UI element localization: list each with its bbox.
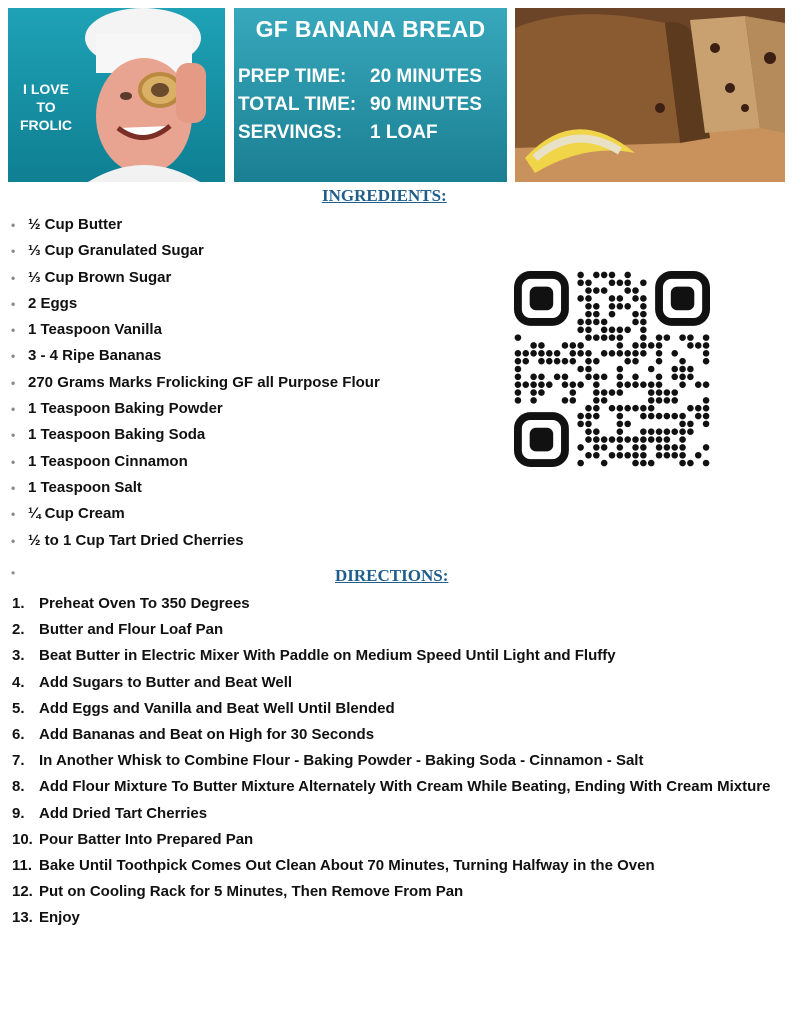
- directions-heading-colon: :: [442, 566, 449, 585]
- direction-step: [0, 879, 790, 905]
- total-time-row: [238, 94, 482, 116]
- directions-heading-text: DIRECTIONS: [335, 566, 443, 585]
- direction-step: [0, 617, 790, 643]
- ingredient-item: • 1 Teaspoon Cinnamon: [0, 449, 380, 475]
- prep-time-row: [238, 66, 482, 88]
- directions-heading: [335, 566, 448, 586]
- step-text: Preheat Oven To 350 Degrees: [39, 595, 250, 612]
- step-text: Enjoy: [39, 909, 80, 927]
- ingredient-item: • 1 Teaspoon Salt: [0, 475, 380, 501]
- step-text: In Another Whisk to Combine Flour - Baking Powder - Baking Soda - Cinnamon - Salt: [39, 752, 644, 770]
- step-text: Add Dried Tart Cherries: [39, 804, 208, 822]
- recipe-title-panel: [234, 8, 507, 182]
- step-number: 3.: [12, 647, 25, 665]
- prep-time-value: 20 MINUTES: [370, 66, 482, 87]
- ingredient-item: • 1 Teaspoon Baking Soda: [0, 422, 380, 448]
- recipe-title: GF BANANA BREAD: [255, 16, 486, 42]
- bullet-icon: •: [11, 566, 16, 580]
- ingredient-item: • ⅓ Cup Granulated Sugar: [0, 238, 380, 264]
- direction-step: [0, 853, 790, 879]
- servings-label: SERVINGS:: [238, 122, 343, 143]
- step-text: Put on Cooling Rack for 5 Minutes, Then Remove From Pan: [39, 883, 464, 901]
- directions-list: [0, 591, 790, 932]
- step-number: 12.: [12, 883, 33, 901]
- total-time-value: 90 MINUTES: [370, 94, 482, 115]
- servings-row: [238, 122, 438, 144]
- prep-time-label: PREP TIME:: [238, 66, 347, 87]
- step-number: 11.: [12, 857, 33, 875]
- step-text: Add Bananas and Beat on High for 30 Seconds: [39, 726, 375, 744]
- step-number: 6.: [12, 726, 25, 744]
- step-text: Add Flour Mixture To Butter Mixture Alternately With Cream While Beating, Ending With Cream Mixture: [39, 778, 771, 796]
- badge-line: FROLIC: [19, 117, 73, 133]
- ingredients-heading: [322, 186, 447, 206]
- direction-step: [0, 774, 790, 800]
- direction-step: [0, 696, 790, 722]
- servings-value: 1 LOAF: [370, 122, 438, 143]
- qr-code[interactable]: [514, 271, 710, 467]
- ingredient-item: • 1 Teaspoon Vanilla: [0, 317, 380, 343]
- ingredient-item: • ⅓ Cup Brown Sugar: [0, 265, 380, 291]
- step-text: Butter and Flour Loaf Pan: [39, 621, 224, 639]
- direction-step: [0, 591, 790, 617]
- step-number: 13.: [12, 909, 33, 927]
- step-number: 4.: [12, 673, 25, 691]
- ingredient-item: • ½ to 1 Cup Tart Dried Cherries: [0, 528, 380, 554]
- ingredient-item: • 270 Grams Marks Frolicking GF all Purpose Flour: [0, 370, 380, 396]
- direction-step: [0, 722, 790, 748]
- i-love-to-frolic-badge: [12, 80, 80, 134]
- ingredient-item: • ½ Cup Butter: [0, 212, 380, 238]
- step-text: Beat Butter in Electric Mixer With Paddle on Medium Speed Until Light and Fluffy: [39, 647, 616, 665]
- direction-step: [0, 670, 790, 696]
- banana-bread-image: [515, 8, 785, 182]
- ingredients-heading-text: INGREDIENTS: [322, 186, 442, 205]
- step-number: 7.: [12, 752, 25, 770]
- recipe-header: [8, 8, 785, 182]
- step-number: 9.: [12, 804, 25, 822]
- direction-step: [0, 905, 790, 931]
- step-text: Add Eggs and Vanilla and Beat Well Until Blended: [39, 699, 395, 717]
- badge-line: I LOVE: [23, 81, 69, 97]
- ingredients-list: [0, 212, 380, 554]
- direction-step: [0, 801, 790, 827]
- banana-bread-photo: [515, 8, 785, 182]
- badge-line: TO: [36, 99, 56, 115]
- ingredient-item: • 1 Teaspoon Baking Powder: [0, 396, 380, 422]
- ingredients-heading-colon: :: [441, 186, 447, 205]
- ingredient-item: • 3 - 4 Ripe Bananas: [0, 343, 380, 369]
- step-text: Add Sugars to Butter and Beat Well: [39, 673, 293, 691]
- step-text: Pour Batter Into Prepared Pan: [39, 830, 254, 848]
- direction-step: [0, 827, 790, 853]
- step-number: 5.: [12, 699, 25, 717]
- ingredient-item: • ¼ Cup Cream: [0, 501, 380, 527]
- step-number: 1.: [12, 595, 25, 612]
- total-time-label: TOTAL TIME:: [238, 94, 357, 115]
- direction-step: [0, 748, 790, 774]
- direction-step: [0, 643, 790, 669]
- step-number: 2.: [12, 621, 25, 639]
- ingredient-item: • 2 Eggs: [0, 291, 380, 317]
- step-number: 8.: [12, 778, 25, 796]
- step-number: 10.: [12, 830, 33, 848]
- chef-photo-panel: [8, 8, 225, 182]
- step-text: Bake Until Toothpick Comes Out Clean About 70 Minutes, Turning Halfway in the Oven: [39, 857, 655, 875]
